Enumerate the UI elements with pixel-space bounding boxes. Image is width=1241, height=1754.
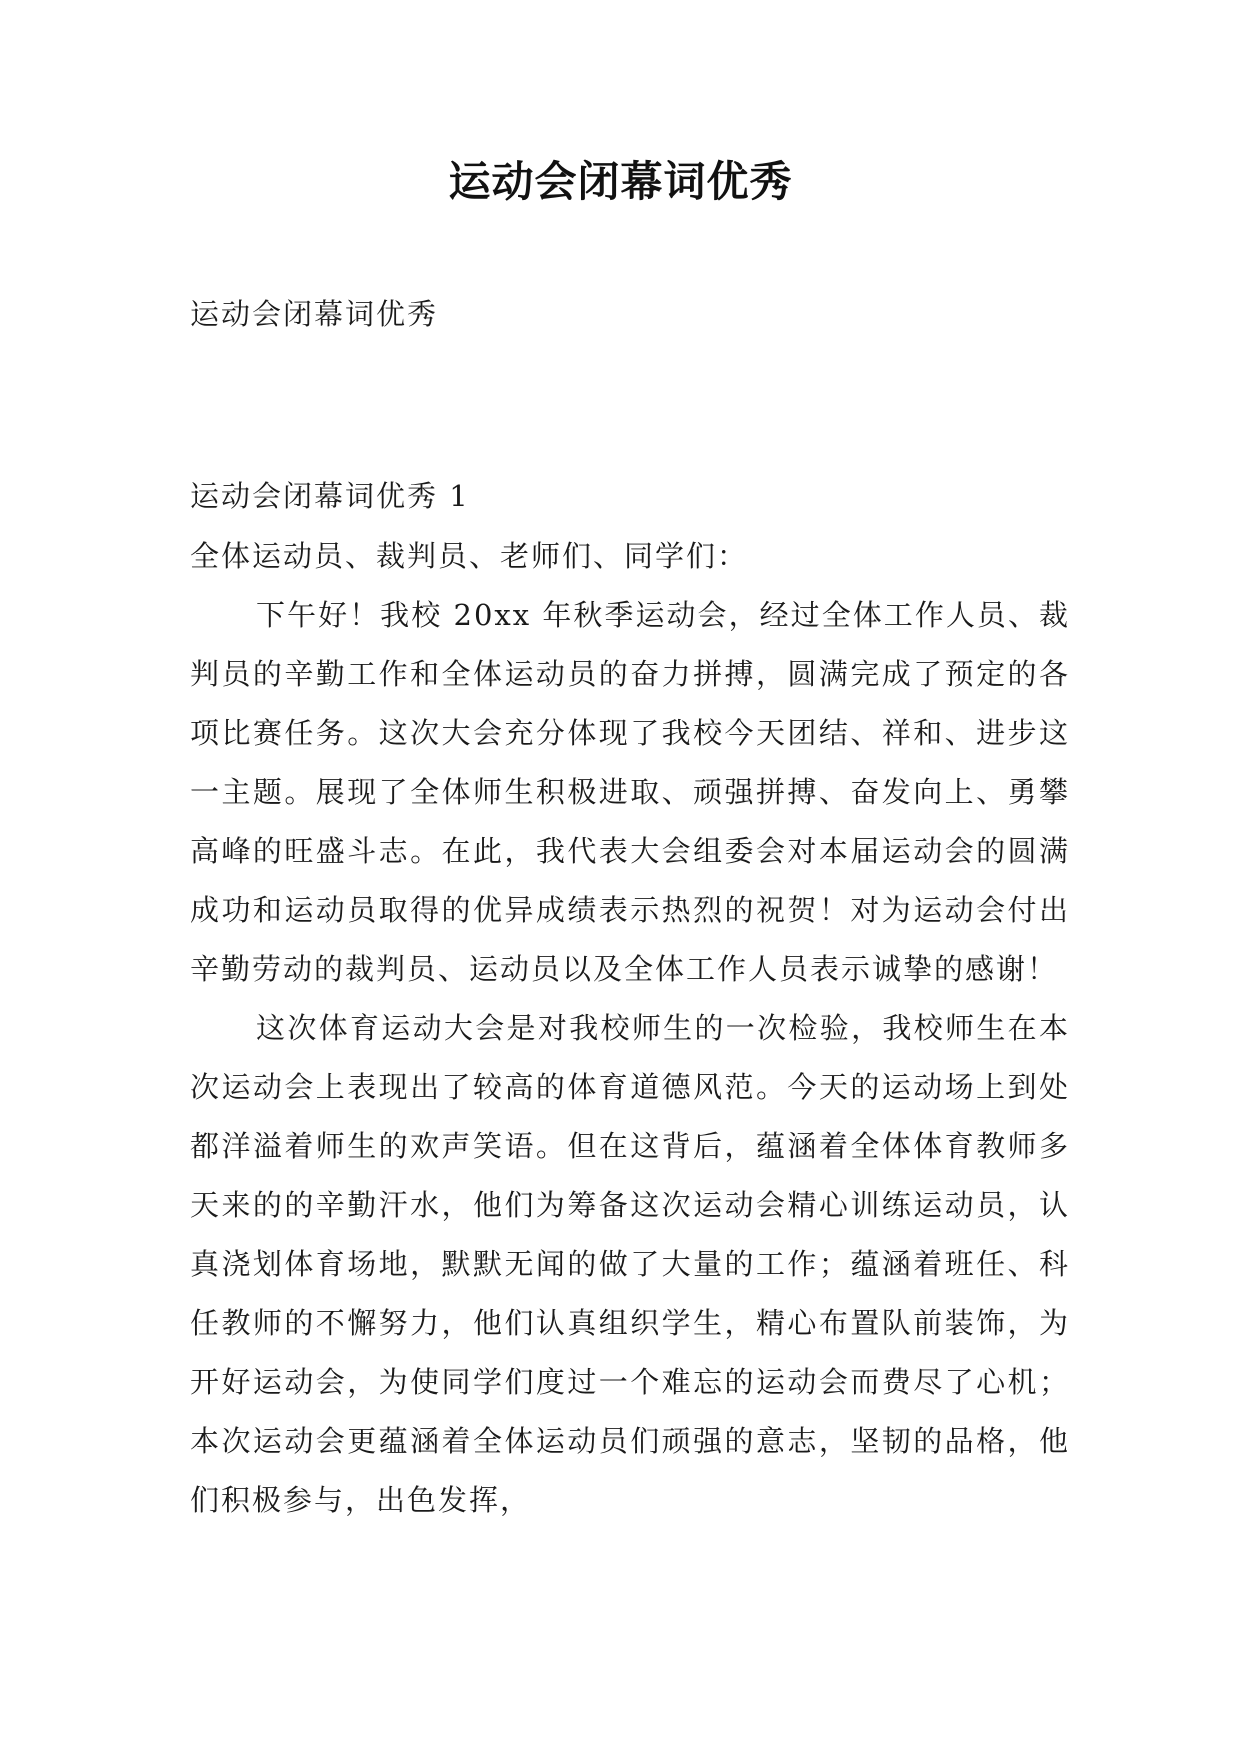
salutation: 全体运动员、裁判员、老师们、同学们： (190, 539, 749, 573)
section-heading: 运动会闭幕词优秀 1 (190, 479, 470, 513)
document-body (190, 466, 1070, 1530)
paragraph-2: 这次体育运动大会是对我校师生的一次检验，我校师生在本次运动会上表现出了较高的体育道德风范。今天的运动场上到处都洋溢着师生的欢声笑语。但在这背后，蕴涵着全体体育教师多天来的的辛勤汗水，他们为筹备这次运动会精心训练运动员，认真浇划体育场地，默默无闻的做了大量的工作；蕴涵着班任、科任教师的不懈努力，他们认真组织学生，精心布置队前装饰，为开好运动会，为使同学们度过一个难忘的运动会而费尽了心机；本次运动会更蕴涵着全体运动员们顽强的意志，坚韧的品格，他们积极参与，出色发挥， (190, 1011, 1070, 1517)
document-title: 运动会闭幕词优秀 (448, 157, 793, 206)
document-subtitle: 运动会闭幕词优秀 (190, 297, 439, 331)
paragraph-1: 下午好！我校 20xx 年秋季运动会，经过全体工作人员、裁判员的辛勤工作和全体运动员的奋力拼搏，圆满完成了预定的各项比赛任务。这次大会充分体现了我校今天团结、祥和、进步这一主题。展现了全体师生积极进取、顽强拼搏、奋发向上、勇攀高峰的旺盛斗志。在此，我代表大会组委会对本届运动会的圆满成功和运动员取得的优异成绩表示热烈的祝贺！对为运动会付出辛勤劳动的裁判员、运动员以及全体工作人员表示诚挚的感谢！ (190, 598, 1070, 986)
